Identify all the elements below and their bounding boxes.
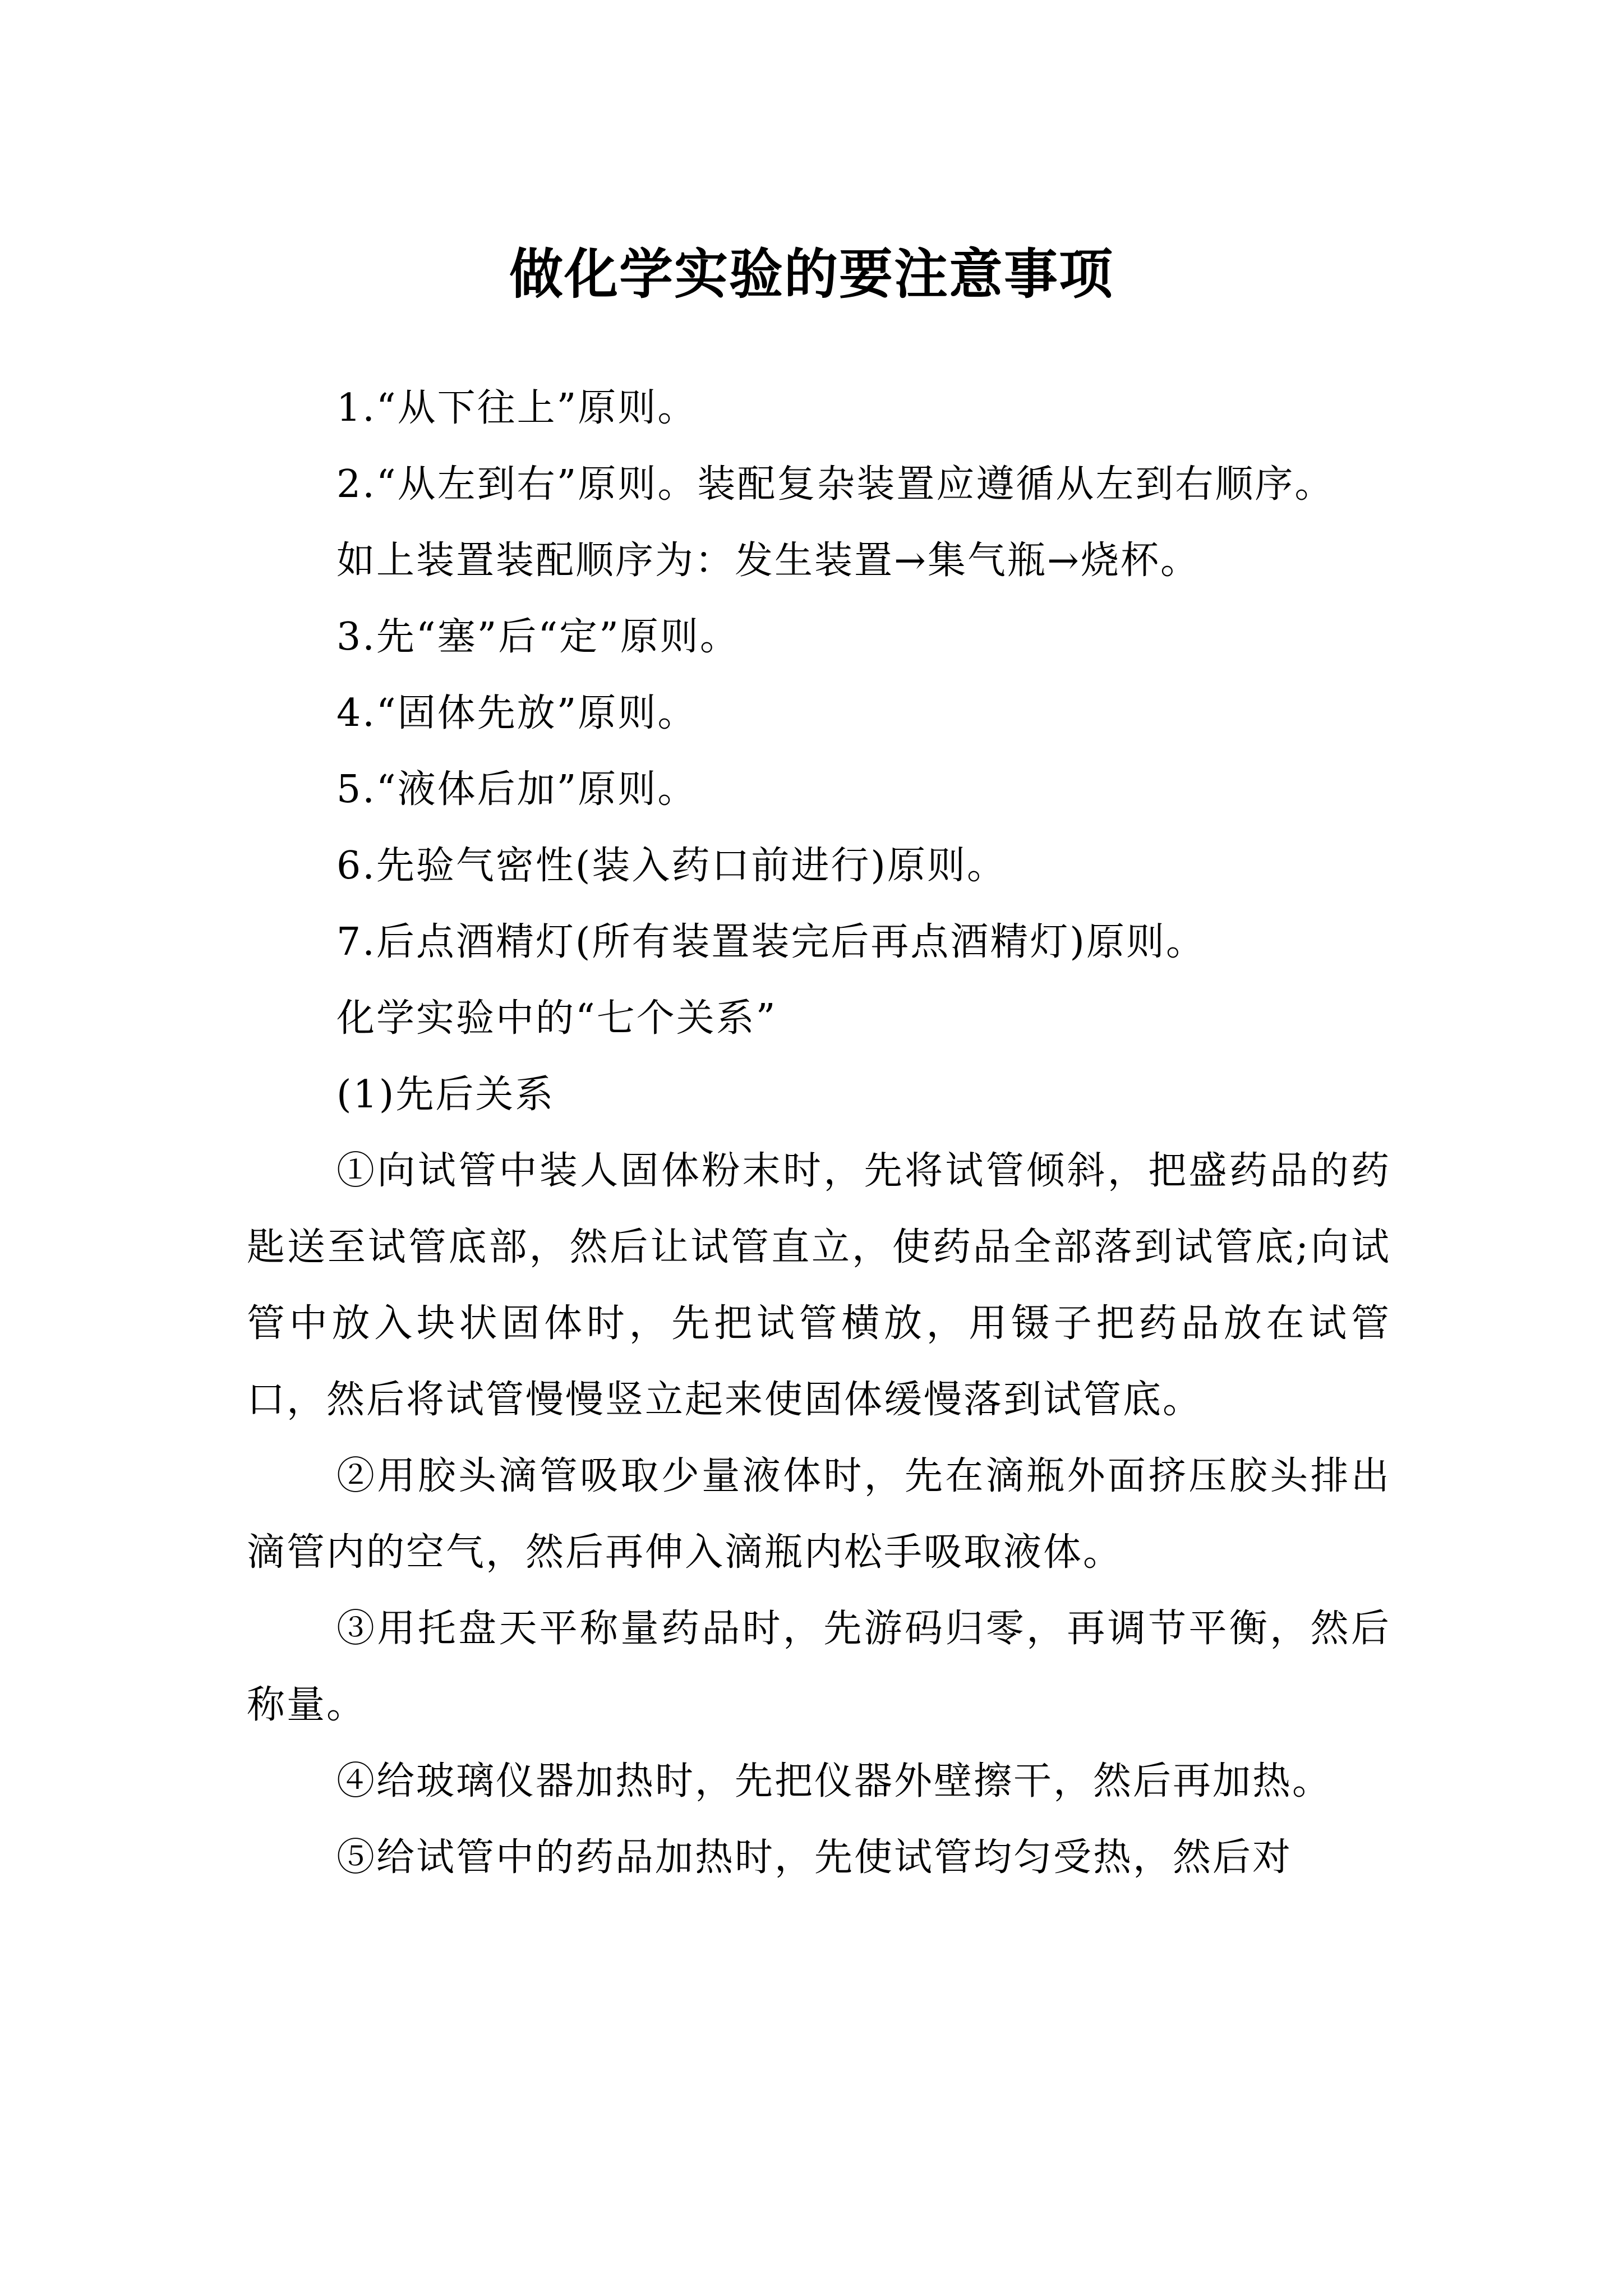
- paragraph: 5.“液体后加”原则。: [336, 767, 698, 812]
- paragraph: 3.先“塞”后“定”原则。: [336, 615, 740, 659]
- paragraph: ⑤给试管中的药品加热时，先使试管均匀受热，然后对: [336, 1835, 1293, 1880]
- document-body: [247, 370, 1391, 1896]
- paragraph: (1)先后关系: [336, 1073, 555, 1117]
- paragraph: ②用胶头滴管吸取少量液体时，先在滴瓶外面挤压胶头排出滴管内的空气，然后再伸入滴瓶内松手吸取液体。: [247, 1454, 1391, 1575]
- paragraph: 化学实验中的“七个关系”: [336, 996, 777, 1041]
- paragraph: 4.“固体先放”原则。: [336, 691, 698, 735]
- paragraph: ④给玻璃仪器加热时，先把仪器外壁擦干，然后再加热。: [336, 1759, 1332, 1803]
- paragraph: ③用托盘天平称量药品时，先游码归零，再调节平衡，然后称量。: [247, 1607, 1391, 1727]
- paragraph: 7.后点酒精灯(所有装置装完后再点酒精灯)原则。: [336, 920, 1206, 964]
- paragraph: 1.“从下往上”原则。: [336, 386, 698, 430]
- paragraph: ①向试管中装人固体粉末时，先将试管倾斜，把盛药品的药匙送至试管底部，然后让试管直立，使药品全部落到试管底;向试管中放入块状固体时，先把试管横放，用镊子把药品放在试管口，然后将试管慢慢竖立起来使固体缓慢落到试管底。: [247, 1149, 1391, 1422]
- paragraph: 6.先验气密性(装入药口前进行)原则。: [336, 844, 1007, 888]
- document-title: 做化学实验的要注意事项: [509, 242, 1114, 306]
- paragraph: 2.“从左到右”原则。装配复杂装置应遵循从左到右顺序。: [336, 462, 1335, 507]
- paragraph: 如上装置装配顺序为：发生装置→集气瓶→烧杯。: [336, 539, 1200, 583]
